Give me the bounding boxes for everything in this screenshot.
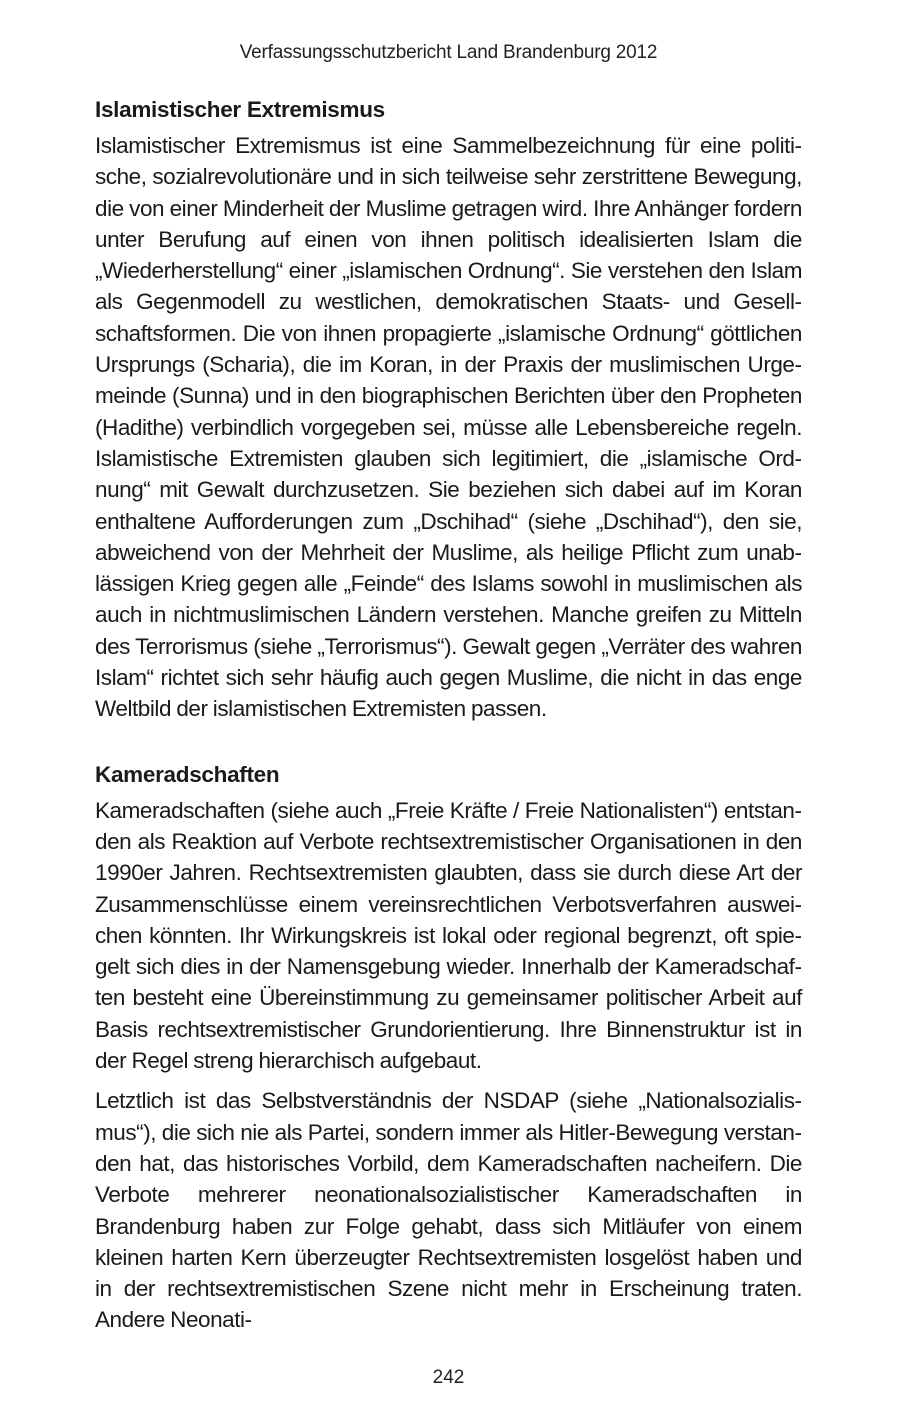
section-heading: Islamistischer Extremismus xyxy=(95,97,385,122)
body-paragraph: Islamistischer Extremismus ist eine Sammelbezeichnung für eine politische, sozialrevolutionäre und in sich teilweise sehr zerstrittene Bewegung, die von einer Minderheit der Muslime getragen wird. Ihre Anhänger fordern unter Berufung auf einen von ihnen politisch idealisierten Islam die „Wiederherstellung“ einer „islamischen Ordnung“. Sie verstehen den Islam als Gegenmodell zu westlichen, demokratischen Staats- und Gesellschaftsformen. Die von ihnen propagierte „islamische Ordnung“ göttlichen Ursprungs (Scharia), die im Koran, in der Praxis der muslimischen Urgemeinde (Sunna) und in den biographischen Berichten über den Propheten (Hadithe) verbindlich vorgegeben sei, müsse alle Lebensbereiche regeln. Islamistische Extremisten glauben sich legitimiert, die „islamische Ordnung“ mit Gewalt durchzusetzen. Sie beziehen sich dabei auf im Koran enthaltene Aufforderungen zum „Dschihad“ (siehe „Dschihad“), den sie, abweichend von der Mehrheit der Muslime, als heilige Pflicht zum unablässigen Krieg gegen alle „Feinde“ des Islams sowohl in muslimischen als auch in nichtmuslimischen Ländern verstehen. Manche greifen zu Mitteln des Terrorismus (siehe „Terrorismus“). Gewalt gegen „Verräter des wahren Islam“ richtet sich sehr häufig auch gegen Muslime, die nicht in das enge Weltbild der islamistischen Extremisten passen. xyxy=(95,133,802,722)
page-content xyxy=(95,94,802,1336)
section-heading: Kameradschaften xyxy=(95,761,280,787)
section-kameradschaften xyxy=(95,759,802,1336)
running-header: Verfassungsschutzbericht Land Brandenburg 2012 xyxy=(239,42,658,63)
body-paragraph: Kameradschaften (siehe auch „Freie Kräfte / Freie Nationalisten“) entstanden als Reaktion auf Verbote rechtsextremistischer Organisationen in den 1990er Jahren. Rechtsextremisten glaubten, dass sie durch diese Art der Zusammenschlüsse einem vereinsrechtlichen Verbotsverfahren ausweichen könnten. Ihr Wirkungskreis ist lokal oder regional begrenzt, oft spiegelt sich dies in der Namensgebung wieder. Innerhalb der Kameradschaften besteht eine Übereinstimmung zu gemeinsamer politischer Arbeit auf Basis rechtsextremistischer Grundorientierung. Ihre Binnenstruktur ist in der Regel streng hierarchisch aufgebaut. xyxy=(95,797,802,1074)
body-paragraph: Letztlich ist das Selbstverständnis der NSDAP (siehe „Nationalsozialismus“), die sich nie als Partei, sondern immer als Hitler-Bewegung verstanden hat, das historisches Vorbild, dem Kameradschaften nacheifern. Die Verbote mehrerer neonationalsozialistischer Kameradschaften in Brandenburg haben zur Folge gehabt, dass sich Mitläufer von einem kleinen harten Kern überzeugter Rechtsextremisten losgelöst haben und in der rechtsextremistischen Szene nicht mehr in Erscheinung traten. Andere Neonati- xyxy=(95,1088,802,1333)
section-islamistischer-extremismus xyxy=(95,94,802,725)
page-number: 242 xyxy=(432,1367,465,1388)
document-page xyxy=(95,0,802,1425)
